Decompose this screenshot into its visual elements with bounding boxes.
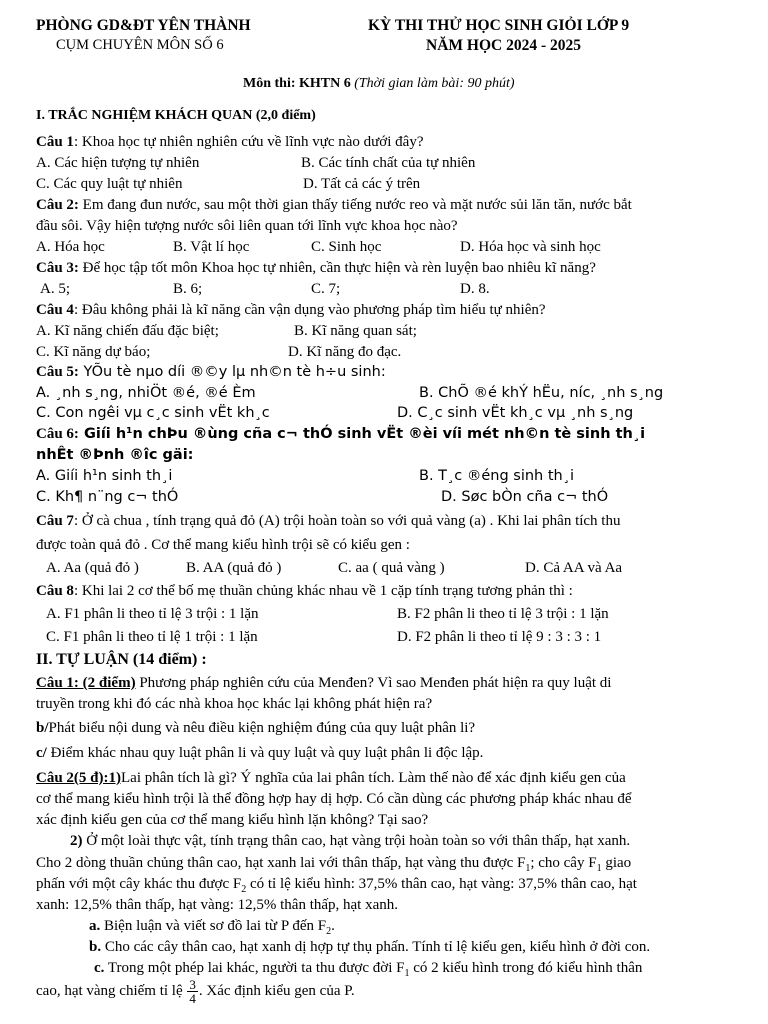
c1-b-text: Phát biểu nội dung và nêu điều kiện nghiệm đúng của quy luật phân li? [48, 720, 476, 736]
c2-c-text2a: cao, hạt vàng chiếm tỉ lệ [36, 983, 187, 999]
q6-text1: Giíi h¹n chÞu ®ùng cña c¬ thÓ sinh vËt ®èi víi mét nh©n tè sinh th¸i [78, 426, 646, 442]
q1-option-c: C. Các quy luật tự nhiên [36, 176, 183, 192]
f2-subscript: 2 [326, 926, 332, 937]
q4-text: : Đâu không phải là kĩ năng cần vận dụng vào phương pháp tìm hiểu tự nhiên? [73, 302, 546, 318]
q2-text1: Em đang đun nước, sau một thời gian thấy tiếng nước reo và mặt nước sủi lăn tăn, nước bắt [78, 197, 632, 213]
q7-label: Câu 7 [36, 513, 74, 529]
q1-stem [36, 135, 423, 150]
c2-b-text: Cho các cây thân cao, hạt xanh dị hợp tự thụ phấn. Tính tỉ lệ kiểu gen, kiểu hình ở đời con. [101, 939, 651, 955]
q1-option-b: B. Các tính chất của tự nhiên [301, 155, 476, 171]
q8-option-a: A. F1 phân li theo tỉ lệ 3 trội : 1 lặn [46, 606, 259, 622]
c2-c-line2 [36, 978, 355, 1005]
q3-text: Để học tập tốt môn Khoa học tự nhiên, cần thực hiện và rèn luyện bao nhiêu kĩ năng? [78, 260, 596, 276]
c2-a-end: . [331, 918, 335, 934]
q1-text: : Khoa học tự nhiên nghiên cứu về lĩnh vực nào dưới đây? [73, 134, 424, 150]
c2-text1: Lai phân tích là gì? Ý nghĩa của lai phân tích. Làm thế nào để xác định kiểu gen của [121, 770, 626, 786]
c1-c-label: c/ [36, 745, 47, 761]
q7-option-a: A. Aa (quả đỏ ) [46, 560, 139, 576]
c2-p2-line2-part3: giao [601, 855, 632, 871]
q7-text1: : Ở cà chua , tính trạng quả đỏ (A) trội hoàn toàn so với quả vàng (a) . Khi lai phân tích thu [73, 513, 621, 529]
c1-b [36, 721, 475, 736]
f1-subscript: 1 [404, 968, 410, 979]
q6-label: Câu 6: [36, 426, 79, 442]
q2-option-d: D. Hóa học và sinh học [460, 239, 601, 255]
q8-text: : Khi lai 2 cơ thể bố mẹ thuần chủng khác nhau về 1 cặp tính trạng tương phản thì : [73, 583, 573, 599]
q3-option-c: C. 7; [311, 281, 341, 297]
q8-option-c: C. F1 phân li theo tỉ lệ 1 trội : 1 lặn [46, 629, 258, 645]
q3-option-d: D. 8. [460, 281, 490, 297]
c1-line1 [36, 676, 611, 691]
f1-subscript: 1 [596, 863, 602, 874]
q2-stem-line2: đầu sôi. Vậy hiện tượng nước sôi liên quan tới lĩnh vực khoa học nào? [36, 218, 458, 234]
q8-option-d: D. F2 phân li theo tỉ lệ 9 : 3 : 3 : 1 [397, 629, 602, 645]
c1-c [36, 746, 483, 761]
c1-text1: Phương pháp nghiên cứu của Menđen? Vì sao Menđen phát hiện ra quy luật di [135, 675, 612, 691]
fraction-denominator: 4 [189, 991, 196, 1006]
c1-label: Câu 1: (2 điểm) [36, 675, 136, 691]
q8-label: Câu 8 [36, 583, 74, 599]
q3-option-a: A. 5; [40, 281, 70, 297]
c2-p2-label: 2) [70, 833, 83, 849]
q6-stem-line1 [36, 427, 645, 442]
f1-subscript: 1 [525, 863, 531, 874]
q5-option-d: D. C¸c sinh vËt kh¸c vµ ¸nh s¸ng [397, 405, 634, 421]
c2-line2: cơ thể mang kiểu hình trội là thể đồng hợp hay dị hợp. Có cần dùng các phương pháp khác nhau để [36, 791, 632, 807]
c2-p2-line3-part2: có tỉ lệ kiểu hình: 37,5% thân cao, hạt vàng: 37,5% thân cao, hạt [246, 876, 637, 892]
q7-option-d: D. Cả AA và Aa [525, 560, 623, 576]
q8-option-b: B. F2 phân li theo tỉ lệ 3 trội : 1 lặn [397, 606, 609, 622]
part1-title: I. TRẮC NGHIỆM KHÁCH QUAN (2,0 điểm) [36, 108, 316, 123]
c2-line1 [36, 771, 626, 786]
c2-c-text1b: có 2 kiểu hình trong đó kiểu hình thân [409, 960, 643, 976]
c1-b-label: b/ [36, 720, 49, 736]
q5-option-a: A. ¸nh s¸ng, nhiÖt ®é, ®é Èm [36, 385, 256, 401]
c2-label: Câu 2(5 đ):1) [36, 770, 121, 786]
part2-title: II. TỰ LUẬN (14 điểm) : [36, 651, 207, 668]
subject-line [243, 77, 515, 91]
c2-a-text: Biện luận và viết sơ đồ lai từ P đến F [100, 918, 327, 934]
c2-p2-line3 [36, 877, 637, 895]
c2-a [89, 919, 335, 937]
c2-p2-text: Ở một loài thực vật, tính trạng thân cao, hạt vàng trội hoàn toàn so với thân thấp, hạt xanh. [82, 833, 631, 849]
q5-label: Câu 5: [36, 364, 79, 380]
q6-option-c: C. Kh¶ n¨ng c¬ thÓ [36, 489, 179, 505]
c2-a-label: a. [89, 918, 101, 934]
q7-stem-line1 [36, 514, 620, 529]
q4-option-d: D. Kĩ năng đo đạc. [288, 344, 402, 360]
q4-option-b: B. Kĩ năng quan sát; [294, 323, 417, 339]
q2-stem-line1 [36, 198, 632, 213]
q1-label: Câu 1 [36, 134, 74, 150]
c2-p2-line2-part1: Cho 2 dòng thuần chủng thân cao, hạt xanh lai với thân thấp, hạt vàng thu được F [36, 855, 526, 871]
c2-c-line1 [94, 961, 642, 979]
q1-option-a: A. Các hiện tượng tự nhiên [36, 155, 200, 171]
header-school-year: NĂM HỌC 2024 - 2025 [426, 37, 581, 54]
q5-stem [36, 365, 386, 380]
c2-p2-line1 [70, 834, 630, 849]
q5-option-c: C. Con ngêi vµ c¸c sinh vËt kh¸c [36, 405, 270, 421]
subject-time: (Thời gian làm bài: 90 phút) [354, 76, 515, 91]
c2-b [89, 940, 650, 955]
c2-c-label: c. [94, 960, 105, 976]
c2-p2-line3-part1: phấn với một cây khác thu được F [36, 876, 242, 892]
q6-stem-line2: nhÊt ®Þnh ®îc gäi: [36, 447, 194, 463]
q4-option-c: C. Kĩ năng dự báo; [36, 344, 151, 360]
c1-c-text: Điểm khác nhau quy luật phân li và quy luật và quy luật phân li độc lập. [46, 745, 484, 761]
q7-stem-line2: được toàn quả đỏ . Cơ thể mang kiểu hình trội sẽ có kiểu gen : [36, 537, 410, 553]
q6-option-b: B. T¸c ®éng sinh th¸i [419, 468, 575, 484]
q2-option-a: A. Hóa học [36, 239, 105, 255]
q4-option-a: A. Kĩ năng chiến đấu đặc biệt; [36, 323, 219, 339]
q7-option-c: C. aa ( quả vàng ) [338, 560, 445, 576]
q2-option-c: C. Sinh học [311, 239, 382, 255]
q3-option-b: B. 6; [173, 281, 203, 297]
c2-p2-line4: xanh: 12,5% thân thấp, hạt vàng: 12,5% thân thấp, hạt xanh. [36, 897, 398, 913]
q3-stem [36, 261, 596, 276]
c2-b-label: b. [89, 939, 102, 955]
q7-option-b: B. AA (quả đỏ ) [186, 560, 282, 576]
q3-label: Câu 3: [36, 260, 79, 276]
c2-c-text1a: Trong một phép lai khác, người ta thu được đời F [104, 960, 405, 976]
c1-line2: truyền trong khi đó các nhà khoa học khác lại không phát hiện ra? [36, 696, 433, 712]
c2-line3: xác định kiểu gen của cơ thể mang kiểu hình lặn không? Tại sao? [36, 812, 429, 828]
c2-c-text2b: . Xác định kiểu gen của P. [198, 983, 355, 999]
c2-p2-line2 [36, 856, 631, 874]
q6-option-d: D. Søc bÒn cña c¬ thÓ [441, 489, 609, 505]
q4-stem [36, 303, 546, 318]
c2-p2-line2-part2: ; cho cây F [530, 855, 597, 871]
q6-option-a: A. Giíi h¹n sinh th¸i [36, 468, 173, 484]
header-exam-title: KỲ THI THỬ HỌC SINH GIỎI LỚP 9 [368, 17, 630, 34]
q8-stem [36, 584, 573, 599]
subject-label: Môn thi: KHTN 6 [243, 76, 351, 91]
q1-option-d: D. Tất cả các ý trên [303, 176, 421, 192]
q5-option-b: B. ChÕ ®é khÝ hËu, níc, ¸nh s¸ng [419, 385, 664, 401]
fraction-three-quarters [187, 978, 198, 1005]
header-department: PHÒNG GD&ĐT YÊN THÀNH [36, 17, 251, 34]
q5-text: YÕu tè nµo díi ®©y lµ nh©n tè h÷u sinh: [78, 364, 386, 380]
q2-label: Câu 2: [36, 197, 79, 213]
q4-label: Câu 4 [36, 302, 74, 318]
q2-option-b: B. Vật lí học [173, 239, 250, 255]
header-cluster: CỤM CHUYÊN MÔN SỐ 6 [56, 37, 224, 53]
f2-subscript: 2 [241, 884, 247, 895]
fraction-numerator: 3 [189, 977, 196, 992]
